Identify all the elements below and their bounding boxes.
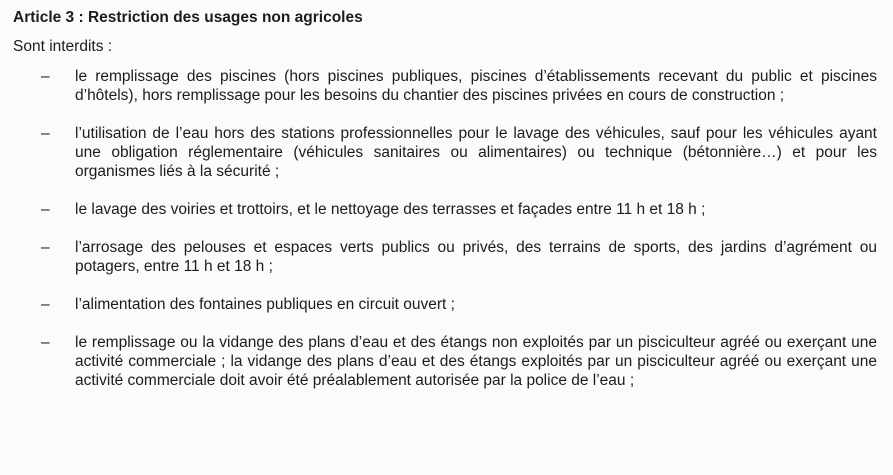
dash-bullet: – <box>41 201 50 218</box>
article-title: Article 3 : Restriction des usages non agricoles <box>13 9 363 26</box>
list-item <box>13 200 877 219</box>
dash-bullet: – <box>41 125 50 142</box>
dash-bullet: – <box>41 334 50 351</box>
prohibition-list <box>13 67 877 390</box>
intro-text: Sont interdits : <box>13 38 113 55</box>
list-item-text: l’alimentation des fontaines publiques en circuit ouvert ; <box>75 296 455 313</box>
dash-bullet: – <box>41 296 50 313</box>
list-item-text: l’arrosage des pelouses et espaces verts publics ou privés, des terrains de sports, des jardins d’agrément ou potagers, entre 11 h et 18 h ; <box>75 239 877 275</box>
list-item-text: le lavage des voiries et trottoirs, et le nettoyage des terrasses et façades entre 11 h et 18 h ; <box>75 201 706 218</box>
list-item-text: le remplissage ou la vidange des plans d’eau et des étangs non exploités par un pisciculteur agréé ou exerçant une activité commerciale ; la vidange des plans d’eau et des étangs exploités par un pisciculteur agréé ou exerçant une activité commerciale doit avoir été préalablement autorisée par la police de l’eau ; <box>75 334 877 389</box>
list-item-text: l’utilisation de l’eau hors des stations professionnelles pour le lavage des véhicules, sauf pour les véhicules ayant une obligation réglementaire (véhicules sanitaires ou alimentaires) ou technique (bétonnière…) et pour les organismes liés à la sécurité ; <box>75 125 877 180</box>
list-item <box>13 238 877 276</box>
list-item <box>13 295 877 314</box>
dash-bullet: – <box>41 68 50 85</box>
list-item <box>13 124 877 181</box>
dash-bullet: – <box>41 239 50 256</box>
list-item <box>13 333 877 390</box>
list-item-text: le remplissage des piscines (hors piscines publiques, piscines d’établissements recevant du public et piscines d’hôtels), hors remplissage pour les besoins du chantier des piscines privées en cours de construction ; <box>75 68 877 104</box>
list-item <box>13 67 877 105</box>
